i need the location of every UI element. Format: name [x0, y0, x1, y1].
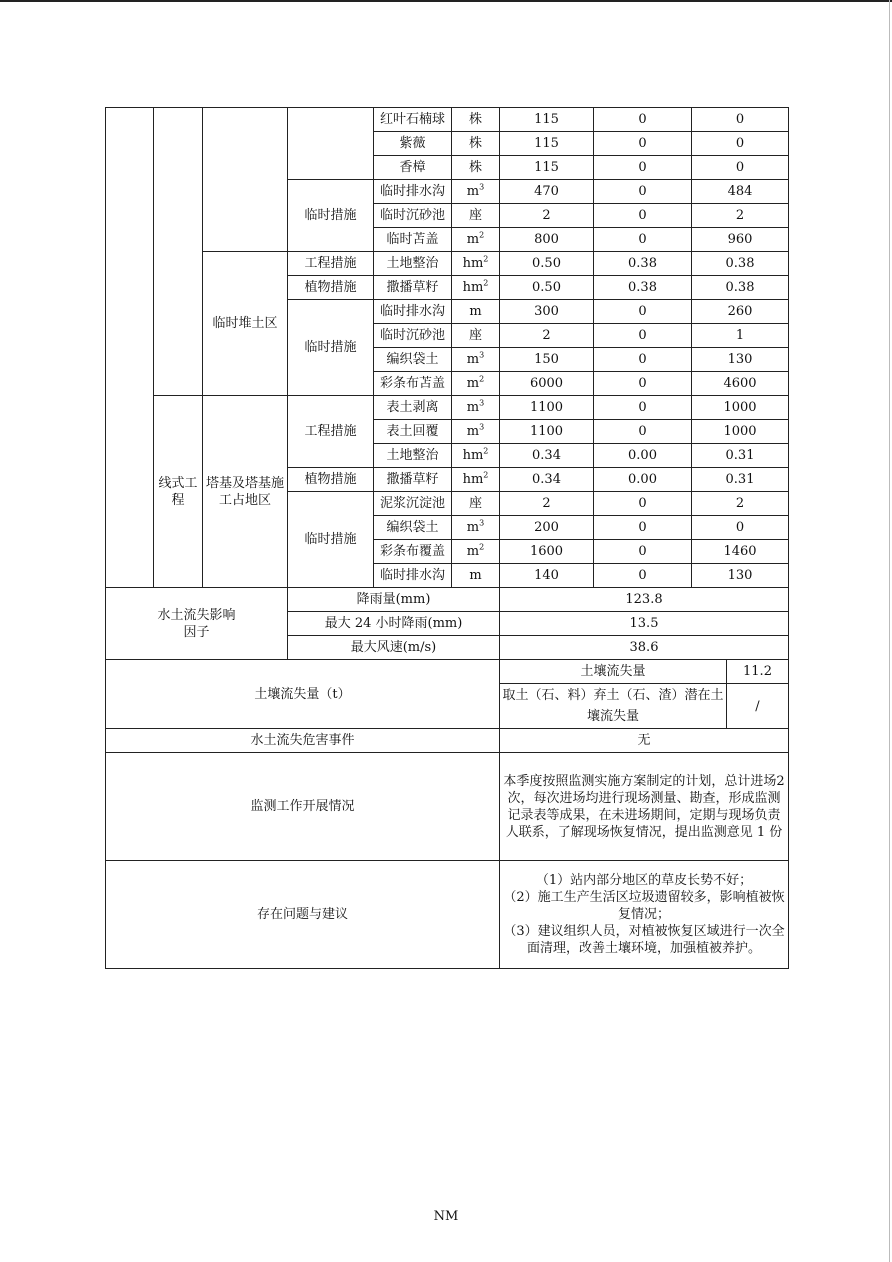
page-right-border	[889, 0, 890, 1262]
quarter-value: 0.38	[594, 252, 692, 276]
cumulative-value: 0	[692, 108, 789, 132]
measure-name: 临时苫盖	[374, 228, 452, 252]
issue-item: （2）施工生产生活区垃圾遗留较多，影响植被恢复情况；	[503, 890, 785, 922]
table-row	[106, 252, 789, 276]
quarter-value: 0.38	[594, 276, 692, 300]
quarter-value: 0	[594, 324, 692, 348]
measure-name: 临时沉砂池	[374, 324, 452, 348]
design-value: 800	[500, 228, 594, 252]
measure-type-label: 临时措施	[288, 492, 374, 588]
design-value: 0.34	[500, 444, 594, 468]
measure-name: 泥浆沉淀池	[374, 492, 452, 516]
cumulative-value: 0.31	[692, 468, 789, 492]
unit-text: m	[466, 376, 480, 391]
unit-text: hm	[462, 472, 484, 487]
unit-text: m	[466, 544, 480, 559]
measure-name: 临时沉砂池	[374, 204, 452, 228]
max-wind-label: 最大风速(m/s)	[288, 636, 500, 660]
unit-superscript: 2	[483, 470, 489, 480]
design-value: 115	[500, 132, 594, 156]
cumulative-value: 960	[692, 228, 789, 252]
blank-column-cell	[106, 108, 154, 588]
design-value: 1100	[500, 396, 594, 420]
unit-cell	[452, 396, 500, 420]
blank-column-cell	[154, 108, 203, 396]
unit-text: hm	[462, 448, 484, 463]
design-value: 0.34	[500, 468, 594, 492]
max24-rain-label: 最大 24 小时降雨(mm)	[288, 612, 500, 636]
cumulative-value: 484	[692, 180, 789, 204]
unit-cell	[452, 372, 500, 396]
design-value: 1600	[500, 540, 594, 564]
unit-cell	[452, 564, 500, 588]
hazard-label: 水土流失危害事件	[106, 729, 500, 753]
unit-cell	[452, 108, 500, 132]
measure-name: 撒播草籽	[374, 276, 452, 300]
design-value: 0.50	[500, 276, 594, 300]
unit-cell	[452, 276, 500, 300]
unit-text: 株	[468, 160, 482, 175]
design-value: 470	[500, 180, 594, 204]
unit-cell	[452, 420, 500, 444]
quarter-value: 0	[594, 228, 692, 252]
quarter-value: 0	[594, 204, 692, 228]
cumulative-value: 0	[692, 516, 789, 540]
quarter-value: 0	[594, 372, 692, 396]
measure-type-label: 临时措施	[288, 300, 374, 396]
unit-superscript: 2	[479, 230, 485, 240]
area-label: 塔基及塔基施工占地区	[203, 396, 288, 588]
measure-name: 表土剥离	[374, 396, 452, 420]
unit-superscript: 2	[483, 254, 489, 264]
unit-text: 株	[468, 136, 482, 151]
unit-cell	[452, 468, 500, 492]
unit-cell	[452, 180, 500, 204]
soil-loss-label: 土壤流失量（t）	[106, 660, 500, 729]
measure-type-label: 工程措施	[288, 252, 374, 276]
soil-loss-sub-label: 土壤流失量	[500, 660, 727, 684]
cumulative-value: 1	[692, 324, 789, 348]
design-value: 2	[500, 204, 594, 228]
measure-name: 紫薇	[374, 132, 452, 156]
hazard-value: 无	[500, 729, 789, 753]
measure-type-label: 工程措施	[288, 396, 374, 468]
unit-cell	[452, 300, 500, 324]
soil-loss-sub-value: 11.2	[727, 660, 789, 684]
issues-list	[500, 861, 789, 969]
cumulative-value: 0.38	[692, 252, 789, 276]
unit-text: m	[469, 568, 482, 583]
design-value: 140	[500, 564, 594, 588]
design-value: 2	[500, 324, 594, 348]
unit-cell	[452, 324, 500, 348]
design-value: 115	[500, 108, 594, 132]
unit-cell	[452, 540, 500, 564]
unit-cell	[452, 228, 500, 252]
unit-text: 座	[468, 208, 482, 223]
measure-name: 彩条布覆盖	[374, 540, 452, 564]
measure-name: 红叶石楠球	[374, 108, 452, 132]
quarter-value: 0	[594, 300, 692, 324]
unit-superscript: 3	[479, 398, 485, 408]
potential-soil-loss-label: 取土（石、料）弃土（石、渣）潜在土壤流失量	[500, 684, 727, 729]
cumulative-value: 0	[692, 156, 789, 180]
measure-type-label: 植物措施	[288, 276, 374, 300]
unit-text: m	[466, 232, 480, 247]
cumulative-value: 130	[692, 564, 789, 588]
design-value: 1100	[500, 420, 594, 444]
quarter-value: 0	[594, 348, 692, 372]
cumulative-value: 1000	[692, 420, 789, 444]
unit-superscript: 3	[479, 350, 485, 360]
table-row	[106, 861, 789, 969]
cumulative-value: 2	[692, 204, 789, 228]
measure-name: 撒播草籽	[374, 468, 452, 492]
measure-name: 编织袋土	[374, 516, 452, 540]
design-value: 300	[500, 300, 594, 324]
unit-superscript: 2	[479, 374, 485, 384]
cumulative-value: 1000	[692, 396, 789, 420]
factors-label: 水土流失影响因子	[106, 588, 288, 660]
issues-label: 存在问题与建议	[106, 861, 500, 969]
table-row	[106, 588, 789, 612]
design-value: 2	[500, 492, 594, 516]
quarter-value: 0	[594, 180, 692, 204]
quarter-value: 0.00	[594, 444, 692, 468]
unit-cell	[452, 252, 500, 276]
blank-area-cell	[203, 108, 288, 252]
measure-name: 表土回覆	[374, 420, 452, 444]
unit-superscript: 3	[479, 518, 485, 528]
cumulative-value: 130	[692, 348, 789, 372]
unit-text: m	[466, 184, 480, 199]
unit-text: m	[466, 352, 480, 367]
design-value: 6000	[500, 372, 594, 396]
unit-cell	[452, 348, 500, 372]
quarter-value: 0	[594, 516, 692, 540]
max-wind-value: 38.6	[500, 636, 789, 660]
measure-name: 临时排水沟	[374, 180, 452, 204]
measure-name: 临时排水沟	[374, 300, 452, 324]
design-value: 115	[500, 156, 594, 180]
measure-type-label: 植物措施	[288, 468, 374, 492]
design-value: 200	[500, 516, 594, 540]
monitoring-table	[105, 107, 789, 969]
unit-text: hm	[462, 256, 484, 271]
issue-item: （3）建议组织人员，对植被恢复区域进行一次全面清理，改善土壤环境，加强植被养护。	[503, 924, 785, 956]
quarter-value: 0	[594, 492, 692, 516]
quarter-value: 0	[594, 420, 692, 444]
unit-text: m	[466, 520, 480, 535]
measure-name: 土地整治	[374, 252, 452, 276]
cumulative-value: 260	[692, 300, 789, 324]
measure-name: 香樟	[374, 156, 452, 180]
unit-text: 座	[468, 496, 482, 511]
table-row	[106, 660, 789, 684]
cumulative-value: 1460	[692, 540, 789, 564]
unit-superscript: 2	[483, 278, 489, 288]
unit-text: hm	[462, 280, 484, 295]
unit-text: 座	[468, 328, 482, 343]
monitoring-label: 监测工作开展情况	[106, 753, 500, 861]
table-row	[106, 108, 789, 132]
blank-measure-cell	[288, 108, 374, 180]
page-footer: NM	[433, 1209, 459, 1224]
cumulative-value: 2	[692, 492, 789, 516]
measure-name: 临时排水沟	[374, 564, 452, 588]
quarter-value: 0	[594, 540, 692, 564]
cumulative-value: 0.31	[692, 444, 789, 468]
cumulative-value: 0	[692, 132, 789, 156]
quarter-value: 0	[594, 396, 692, 420]
unit-text: m	[466, 424, 480, 439]
quarter-value: 0	[594, 132, 692, 156]
table-row	[106, 729, 789, 753]
unit-cell	[452, 444, 500, 468]
unit-text: m	[466, 400, 480, 415]
rain-label: 降雨量(mm)	[288, 588, 500, 612]
measure-type-label: 临时措施	[288, 180, 374, 252]
quarter-value: 0	[594, 564, 692, 588]
issue-item: （1）站内部分地区的草皮长势不好；	[535, 873, 753, 888]
rain-value: 123.8	[500, 588, 789, 612]
unit-cell	[452, 132, 500, 156]
unit-superscript: 3	[479, 182, 485, 192]
quarter-value: 0	[594, 108, 692, 132]
quarter-value: 0.00	[594, 468, 692, 492]
measure-name: 编织袋土	[374, 348, 452, 372]
unit-cell	[452, 156, 500, 180]
unit-superscript: 2	[483, 446, 489, 456]
table-row	[106, 753, 789, 861]
measure-name: 彩条布苫盖	[374, 372, 452, 396]
area-label: 临时堆土区	[203, 252, 288, 396]
unit-text: m	[469, 304, 482, 319]
unit-cell	[452, 204, 500, 228]
unit-cell	[452, 516, 500, 540]
cumulative-value: 4600	[692, 372, 789, 396]
cumulative-value: 0.38	[692, 276, 789, 300]
unit-cell	[452, 492, 500, 516]
table-row	[106, 396, 789, 420]
unit-superscript: 3	[479, 422, 485, 432]
page-top-border	[0, 0, 892, 2]
monitoring-text: 本季度按照监测实施方案制定的计划，总计进场2 次，每次进场均进行现场测量、勘查，形成监测记录表等成果，在未进场期间，定期与现场负责人联系，了解现场恢复情况，提出监测意见 1 份	[500, 753, 789, 861]
measure-name: 土地整治	[374, 444, 452, 468]
quarter-value: 0	[594, 156, 692, 180]
design-value: 150	[500, 348, 594, 372]
unit-text: 株	[468, 112, 482, 127]
potential-soil-loss-value: /	[727, 684, 789, 729]
max24-rain-value: 13.5	[500, 612, 789, 636]
design-value: 0.50	[500, 252, 594, 276]
unit-superscript: 2	[479, 542, 485, 552]
project-label: 线式工程	[154, 396, 203, 588]
